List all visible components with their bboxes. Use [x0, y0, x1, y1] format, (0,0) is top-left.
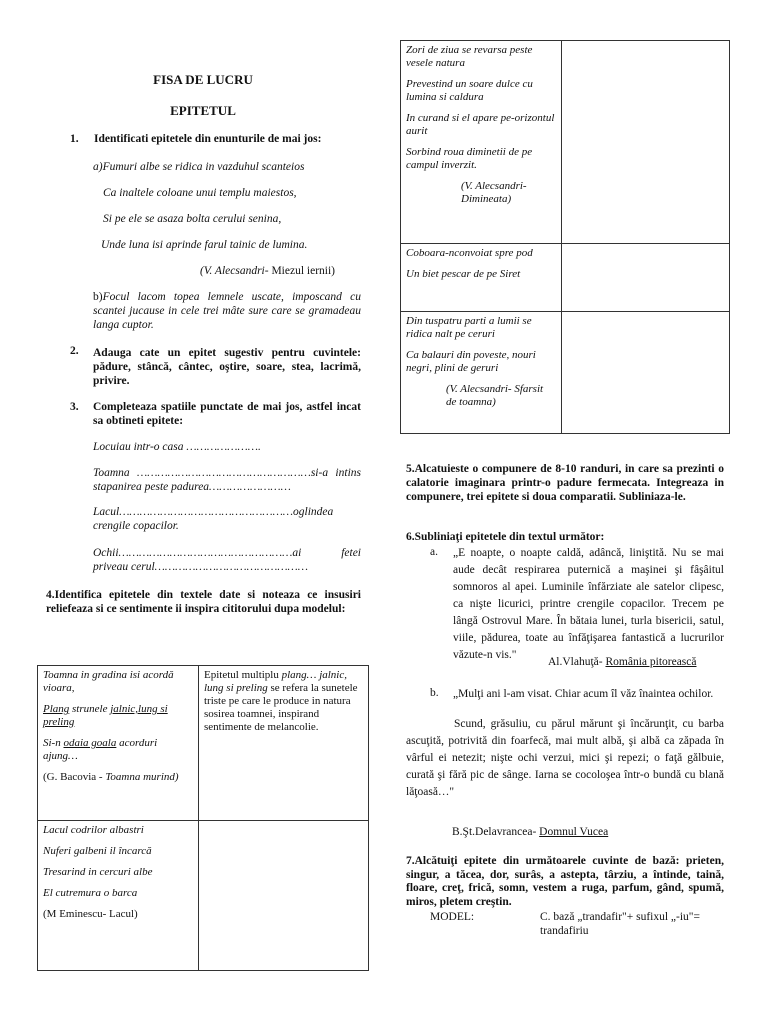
model-poem-line — [43, 703, 193, 729]
question-3-number: 3. — [70, 401, 79, 413]
answer-cell[interactable] — [199, 821, 369, 971]
source-title: Miezul iernii) — [271, 265, 336, 277]
plain-word: Si-n — [43, 737, 64, 749]
question-2-number: 2. — [70, 345, 79, 357]
poem-line: Tresarind in cercuri albe — [43, 866, 153, 878]
poem-cell-toamna — [401, 312, 562, 434]
poem-line: Unde luna isi aprinde farul tainic de lumina. — [101, 239, 308, 251]
model-table-explanation-cell — [199, 666, 369, 821]
question-1b-text: Focul lacom topea lemnele uscate, imposcand cu scantei jucause in cele trei mâte sure care se gramadeau langa cuptor. — [93, 291, 361, 331]
question-6a-text: „E noapte, o noapte caldă, adâncă, liniştită. Nu se mai aude decât respirarea puternică a maşinei şi fâşâitul somnoros al apei. Luminile înfărziate ale satelor clipesc, ca nişte licurici, printre crengile copacilor. Trecem pe lângă Ostrovul Mare. În bătaia lunei, turla bisericii, satul, viile, pădurea, toate au înfăţişarea fantastică a lucrurilor văzute-n vis." — [453, 547, 724, 661]
poem-line: Ca balauri din poveste, nouri negri, plini de geruri — [406, 349, 536, 374]
question-4-text: 4.Identifica epitetele din textele date si noteaza ce insusiri reliefeaza si ce sentimente ii inspira cititorului dupa modelul: — [46, 589, 361, 615]
poem-source — [200, 264, 335, 278]
fill-in-line: Locuiau intr-o casa …………………. — [93, 441, 261, 453]
source-title: Domnul Vucea — [539, 826, 609, 838]
answer-cell[interactable] — [562, 312, 730, 434]
poem-line: Lacul codrilor albastri — [43, 824, 144, 836]
model-table — [37, 665, 369, 971]
plain-word: strunele — [69, 703, 111, 715]
question-7-text: 7.Alcătuiţi epitete din următoarele cuvinte de bază: prieten, singur, a tăcea, dor, surâs, a astepta, târziu, a întinde, taină, floare, creţ, frică, somn, vestem a ruga, parfum, gând, spumă, miros, pletem creştin. — [406, 855, 724, 908]
question-1-number: 1. — [70, 133, 79, 145]
poem-line: In curand si el apare pe-orizontul aurit — [406, 112, 555, 137]
explanation-text: Epitetul multiplu — [204, 669, 282, 681]
fill-in-line: Ochii……………………………………………ai fetei priveau cerul……………………………………… — [93, 547, 361, 573]
question-3-text: Completeaza spatiile punctate de mai jos, astfel incat sa obtineti epitete: — [93, 401, 361, 427]
answer-cell[interactable] — [562, 41, 730, 244]
question-6b-text-1: „Mulţi ani l-am visat. Chiar acum îl văz înaintea ochilor. — [453, 688, 714, 700]
poem-line: Sorbind roua diminetii de pe campul inverzit. — [406, 146, 533, 171]
question-5-text: 5.Alcatuieste o compunere de 8-10 randuri, in care sa prezinti o calatorie imaginara printr-o padure fermecata. Integreaza in compunere, trei epitete si doua comparatii. Subliniaza-le. — [406, 463, 724, 503]
question-6b-text-2: Scund, grăsuliu, cu părul mărunt şi încărunţit, cu barba ascuţită, potrivită din foarfecă, mai mult albă, şi albă ca zăpada în vârful ei netezit; nişte ochi verzui, mici şi repezi; o faţă gălbuie, curată şi fără pic de sânge. Iarna se cocoloşea într-o bundă cu blană lăţoasă…" — [406, 718, 724, 798]
poem-line: Coboara-nconvoiat spre pod — [406, 247, 533, 259]
poem-cell-pescar — [401, 244, 562, 312]
poem-source: (V. Alecsandri- Sfarsit de toamna) — [446, 383, 544, 408]
question-1b — [93, 290, 361, 332]
model-poem-line: Toamna in gradina isi acordă vioara, — [43, 669, 174, 694]
answer-cell[interactable] — [562, 244, 730, 312]
poem-line: Nuferi galbeni il încarcă — [43, 845, 152, 857]
underlined-word: Plang — [43, 703, 70, 715]
underlined-word: jalnic,lung si preling — [43, 703, 168, 728]
explanation-epithet: plang… jalnic, lung si preling — [204, 669, 347, 694]
model-table-example-cell — [38, 666, 199, 821]
poem-line: Din tuspatru parti a lumii se ridica nalt pe ceruri — [406, 315, 532, 340]
model-poem-source — [43, 771, 193, 784]
poem-source: (V. Alecsandri- Dimineata) — [461, 180, 527, 205]
model-poem-line — [43, 737, 193, 763]
worksheet-title: FISA DE LUCRU — [153, 72, 253, 87]
source-author: (V. Alecsandri- — [200, 265, 272, 277]
source-author: Al.Vlahuţă- — [548, 656, 606, 668]
poem-line: Zori de ziua se revarsa peste vesele natura — [406, 44, 533, 69]
poem-source: (M Eminescu- Lacul) — [43, 908, 138, 920]
question-1 — [70, 132, 365, 146]
model-text: C. bază „trandafir"+ sufixul „-iu"= trandafiriu — [540, 911, 700, 937]
source-title: România pitorească — [605, 656, 697, 668]
question-6b-label: b. — [430, 687, 439, 699]
model-label: MODEL: — [430, 911, 475, 923]
plain-word: acorduri ajung… — [43, 737, 158, 762]
poem-line: Prevestind un soare dulce cu lumina si caldura — [406, 78, 533, 103]
underlined-word: odaia goala — [63, 737, 117, 749]
source-author: B.Şt.Delavrancea- — [452, 826, 540, 838]
poem-line: Si pe ele se asaza bolta cerului senina, — [103, 213, 282, 225]
question-6a-label: a. — [430, 546, 438, 558]
poem-line: a)Fumuri albe se ridica in vazduhul scanteios — [93, 161, 305, 173]
poems-table — [400, 40, 730, 434]
question-2-text: Adauga cate un epitet sugestiv pentru cuvintele: pădure, stâncă, cântec, oştire, soare, stea, lacrimă, privire. — [93, 347, 361, 387]
source-author: (G. Bacovia - — [43, 771, 106, 783]
question-6-text: 6.Subliniaţi epitetele din textul următor: — [406, 531, 605, 543]
poem-line: Ca inaltele coloane unui templu maiestos, — [103, 187, 297, 199]
question-1b-prefix: b) — [93, 291, 103, 303]
poem-line: El cutremura o barca — [43, 887, 138, 899]
fill-in-line: Lacul……………………………………………oglindea crengile copacilor. — [93, 506, 334, 532]
poem-cell-lacul — [38, 821, 199, 971]
poem-line: Un biet pescar de pe Siret — [406, 268, 521, 280]
question-1-text: Identificati epitetele din enunturile de mai jos: — [94, 133, 322, 145]
fill-in-line: Toamna ……………………………………………si-a intins stapanirea peste padurea…………………… — [93, 467, 361, 493]
poem-cell-dimineata — [401, 41, 562, 244]
question-6b-source — [452, 825, 608, 839]
source-title: Toamna murind) — [105, 771, 179, 783]
topic-title: EPITETUL — [170, 103, 236, 118]
explanation-text: se refera la sunetele triste pe care le produce in natura sosirea toamnei, inspirand sentimente de melancolie. — [204, 682, 358, 733]
question-6a-source — [548, 655, 697, 669]
